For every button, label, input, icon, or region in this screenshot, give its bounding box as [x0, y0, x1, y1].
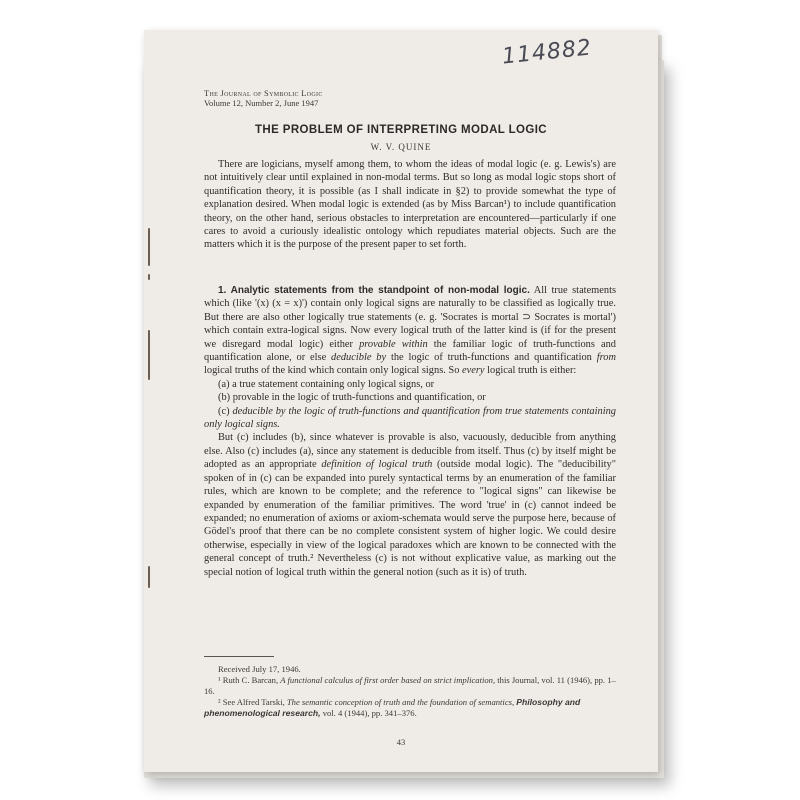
journal-name: The Journal of Symbolic Logic — [204, 88, 323, 98]
list-item-a: (a) a true statement containing only logical signs, or — [218, 378, 435, 390]
journal-offprint-page — [144, 30, 658, 772]
section-1-heading: 1. Analytic statements from the standpoint of non-modal logic. — [218, 285, 530, 296]
list-item-c: (c) deducible by the logic of truth-functions and quantification from true statements containing only logical signs. — [204, 405, 616, 431]
journal-header — [204, 88, 323, 108]
section-1-paragraph-2: But (c) includes (b), since whatever is provable is also, vacuously, deducible from anything else. Also (c) includes (a), since any statement is deducible from itself. Thus (c) by itself might be adopted as an appropriate definition of logical truth (outside modal logic). The "deducibility" spoken of in (c) can be expanded into purely syntactical terms by an enumeration of the familiar rules, which are known to be complete; and the reference to "logical signs" can likewise be expanded by enumeration of the familiar primitives. The word 'true' in (c) cannot indeed be expanded; no enumeration of axioms or axiom-schemata would serve the purpose here, because of Gödel's proof that there can be no complete consistent system of higher logic. We could desire otherwise, especially in view of the logical paradoxes which are known to be connected with the general concept of truth.² Nevertheless (c) is not without explicative value, as marking out the special notion of logical truth within the general notion (such as it is) of truth. — [204, 432, 616, 578]
binding-mark — [148, 566, 150, 588]
handwritten-note: 114882 — [500, 35, 594, 70]
binding-mark — [148, 274, 150, 280]
received-date: Received July 17, 1946. — [218, 664, 301, 674]
intro-paragraph — [204, 158, 616, 252]
list-item-b: (b) provable in the logic of truth-functions and quantification, or — [218, 392, 486, 404]
footnotes — [204, 664, 616, 719]
journal-issue: Volume 12, Number 2, June 1947 — [204, 98, 319, 108]
footnote-rule — [204, 656, 274, 657]
paper-title: THE PROBLEM OF INTERPRETING MODAL LOGIC — [254, 124, 548, 136]
truth-criteria-list — [204, 378, 616, 432]
footnote-1: ¹ Ruth C. Barcan, A functional calculus of first order based on strict implication, this Journal, vol. 11 (1946), pp. 1–16. — [204, 675, 616, 696]
footnote-2: ² See Alfred Tarski, The semantic conception of truth and the foundation of semantics, Philosophy and phenomenological research, vol. 4 (1944), pp. 341–376. — [204, 697, 581, 718]
paper-author: W. V. QUINE — [370, 142, 432, 152]
intro-text: There are logicians, myself among them, to whom the ideas of modal logic (e. g. Lewis's) are not intuitively clear until explained in non-modal terms. But so long as modal logic stops short of quantification theory, it is possible (as I shall indicate in §2) to provide somewhat the type of explanation desired. When modal logic is extended (as by Miss Barcan¹) to include quantification theory, on the other hand, serious obstacles to interpretation are encountered—particularly if one cares to avoid a curiously idealistic ontology which repudiates material objects. Such are the matters which it is the purpose of the present paper to set forth. — [204, 159, 616, 251]
binding-mark — [148, 330, 150, 380]
binding-mark — [148, 228, 150, 266]
section-1-paragraph: 1. Analytic statements from the standpoint of non-modal logic. All true statements which (like '(x) (x = x)') contain only logical signs are naturally to be classified as logically true. But there are also other logically true statements (e. g. 'Socrates is mortal ⊃ Socrates is mortal') which contain extra-logical signs. Now every logical truth of the latter kind is (if for the present we disregard modal logic) either provable within the familiar logic of truth-functions and quantification alone, or else deducible by the logic of truth-functions and quantification from logical truths of the kind which contain only logical signs. So every logical truth is either: — [204, 285, 616, 377]
page-number: 43 — [396, 737, 406, 747]
section-1 — [204, 284, 616, 579]
